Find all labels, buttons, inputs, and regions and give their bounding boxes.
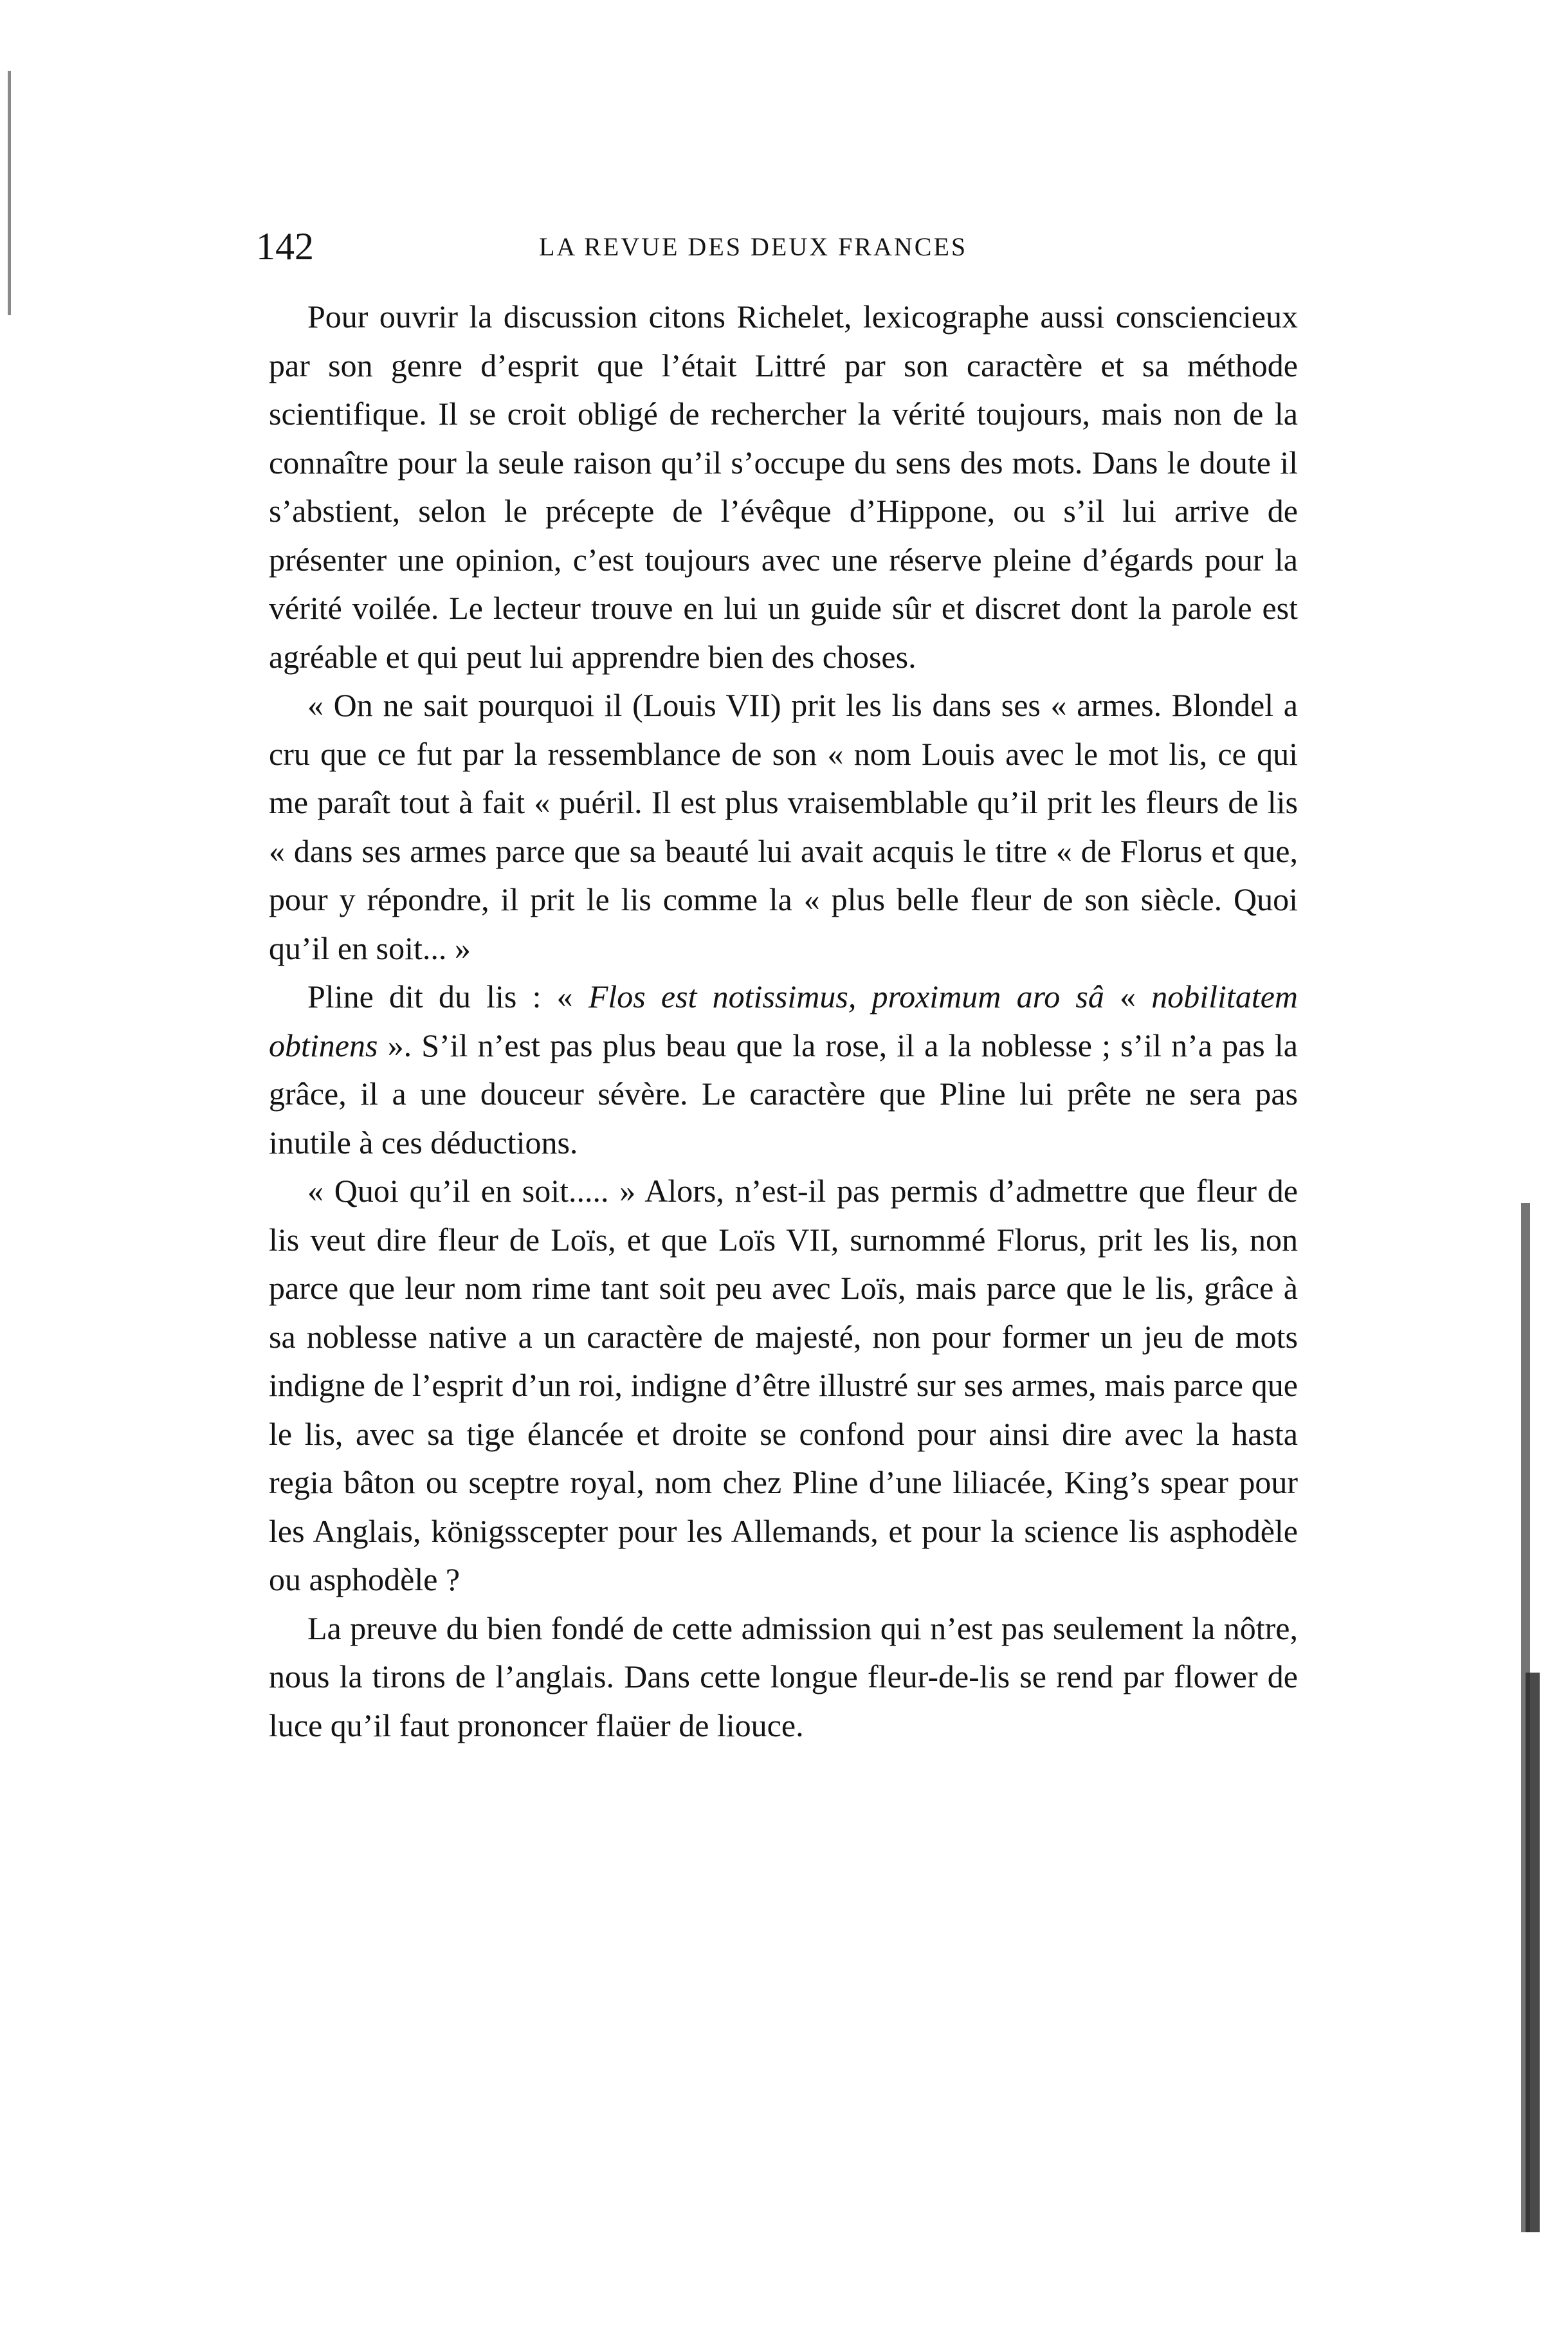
paragraph-richelet: Pour ouvrir la discussion citons Richelet, lexicographe aussi consciencieux par son genre d’esprit que l’était Littré par son caractère et sa méthode scientifique. Il se croit obligé de rechercher la vérité toujours, mais non de la connaître pour la seule raison qu’il s’occupe du sens des mots. Dans le doute il s’abstient, selon le précepte de l’évêque d’Hippone, ou s’il lui arrive de présenter une opinion, c’est toujours avec une réserve pleine d’égards pour la vérité voilée. Le lecteur trouve en lui un guide sûr et discret dont la parole est agréable et qui peut lui apprendre bien des choses. xyxy=(269,298,1298,675)
right-edge-shadow-heavy xyxy=(1526,1673,1540,2232)
running-title: LA REVUE DES DEUX FRANCES xyxy=(539,232,968,261)
left-binding-shadow xyxy=(8,71,11,315)
paragraph-quotation-richelet: « On ne sait pourquoi il (Louis VII) prit les lis dans ses « armes. Blondel a cru que ce fut par la ressemblance de son « nom Louis avec le mot lis, ce qui me paraît tout à fait « puéril. Il est plus vraisemblable qu’il prit les fleurs de lis « dans ses armes parce que sa beauté lui avait acquis le titre « de Florus et que, pour y répondre, il prit le lis comme la « plus belle fleur de son siècle. Quoi qu’il en soit... » xyxy=(269,687,1298,966)
body-text xyxy=(269,293,1298,1750)
pline-rest: ». S’il n’est pas plus beau que la rose, il a la noblesse ; s’il n’a pas la grâce, il a une douceur sévère. Le caractère que Pline lui prête ne sera pas inutile à ces déductions. xyxy=(269,1027,1298,1161)
pline-lead: Pline dit du lis : « xyxy=(307,978,588,1014)
paragraph-pline xyxy=(269,973,1298,1167)
page-number: 142 xyxy=(256,225,314,268)
paragraph-argument: « Quoi qu’il en soit..... » Alors, n’est-il pas permis d’admettre que fleur de lis veut dire fleur de Loïs, et que Loïs VII, surnommé Florus, prit les lis, non parce que leur nom rime tant soit peu avec Loïs, mais parce que le lis, grâce à sa noblesse native a un caractère de majesté, non pour former un jeu de mots indigne de l’esprit d’un roi, indigne d’être illustré sur ses armes, mais parce que le lis, avec sa tige élancée et droite se confond pour ainsi dire avec la hasta regia bâton ou sceptre royal, nom chez Pline d’une liliacée, King’s spear pour les Anglais, königsscepter pour les Allemands, et pour la science lis asphodèle ou asphodèle ? xyxy=(269,1173,1298,1597)
latin-quote-2: nobilitatem obtinens xyxy=(269,978,1299,1063)
paragraph-english-proof: La preuve du bien fondé de cette admission qui n’est pas seulement la nôtre, nous la tirons de l’anglais. Dans cette longue fleur-de-lis se rend par flower de luce qu’il faut prononcer flaüer de liouce. xyxy=(269,1610,1298,1743)
pline-mid: « xyxy=(1104,978,1152,1014)
page-header xyxy=(256,224,1311,269)
latin-quote-1: Flos est notissimus, proximum aro sâ xyxy=(588,978,1104,1014)
